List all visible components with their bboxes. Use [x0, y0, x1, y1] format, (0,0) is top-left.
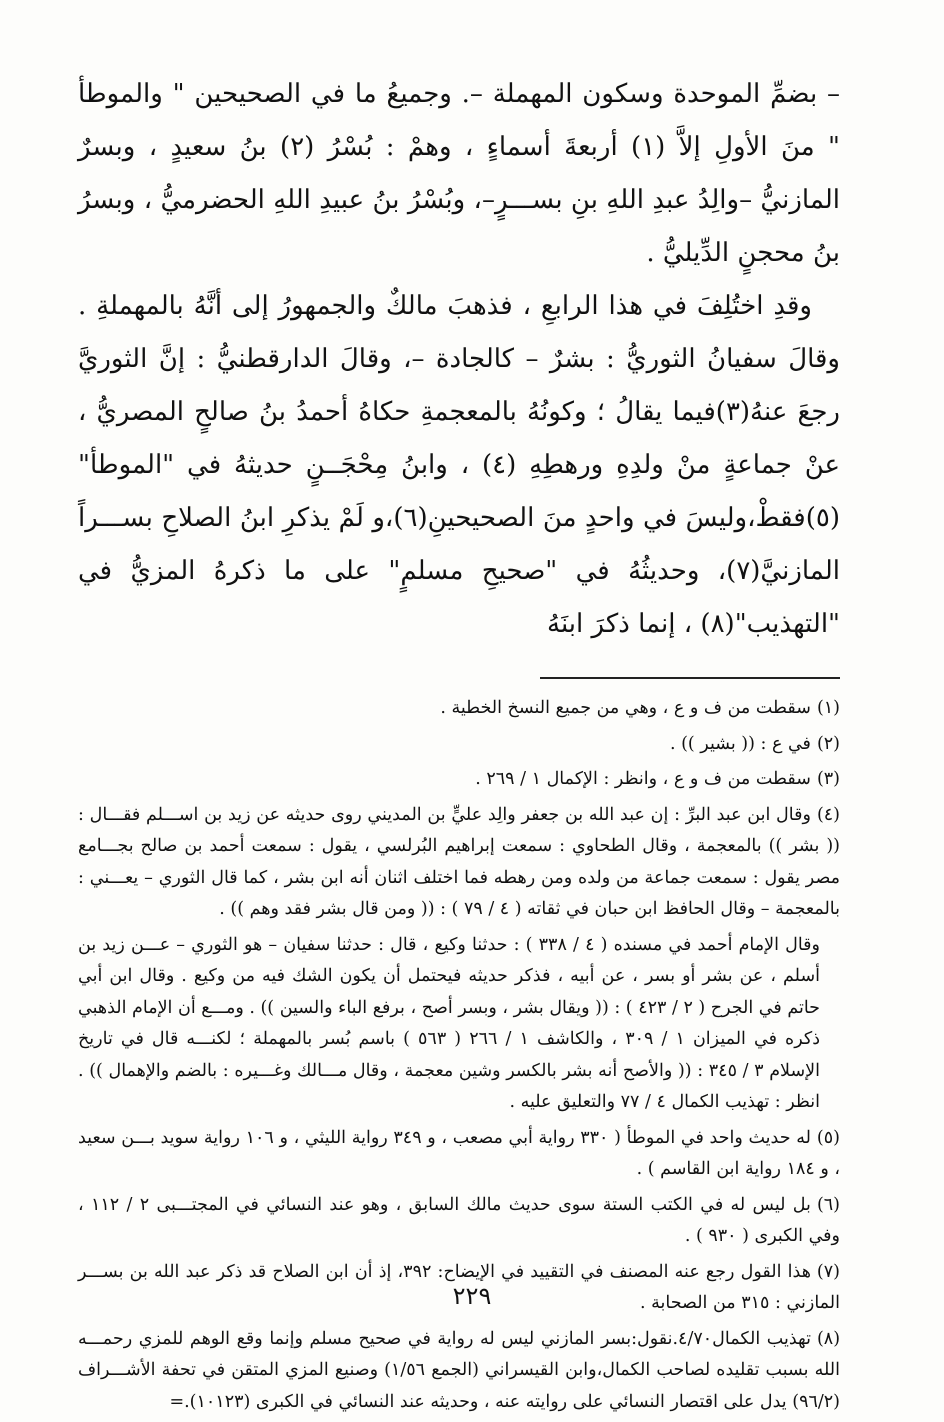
footnote-continuation	[78, 930, 840, 1119]
footnote-number: (٧)	[816, 1261, 840, 1282]
footnote-text: هذا القول رجع عنه المصنف في التقييد في الإيضاح: ٣٩٢، إذ أن ابن الصلاح قد ذكر عبد الله بن بســـر المازني : ٣١٥ من الصحابة .	[78, 1261, 840, 1313]
footnote-text: بل ليس له في الكتب الستة سوى حديث مالك السابق ، وهو عند النسائي في المجتـــبى ٢ / ١١٢ ، وفي الكبرى ( ٩٣٠ ) .	[78, 1194, 840, 1246]
main-paragraph: وقدِ اختُلِفَ في هذا الرابعِ ، فذهبَ مالكٌ والجمهورُ إلى أنَّهُ بالمهملةِ . وقالَ سفيانُ الثوريُّ : بشرٌ – كالجادة –، وقالَ الدارقطنيُّ : إنَّ الثوريَّ رجعَ عنهُ(٣)فيما يقالُ ؛ وكونُهُ بالمعجمةِ حكاهُ أحمدُ بنُ صالحٍ المصريُّ ، عنْ جماعةٍ منْ ولدِهِ ورهطِهِ (٤) ، وابنُ مِحْجَــنٍ حديثهُ في "الموطأ"(٥)فقطْ،وليسَ في واحدٍ منَ الصحيحينِ(٦)،و لَمْ يذكرِ ابنُ الصلاحِ بســـراً المازنيَّ(٧)، وحديثُهُ في "صحيحِ مسلمٍ" على ما ذكرهُ المزيُّ في "التهذيب"(٨) ، إنما ذكرَ ابنَهُ	[78, 291, 840, 639]
page-content	[78, 68, 840, 1422]
main-text	[78, 68, 840, 651]
footnote	[78, 764, 840, 796]
footnote-number: (٨)	[816, 1328, 841, 1349]
footnote	[78, 1324, 840, 1419]
footnote	[78, 693, 840, 725]
footnote	[78, 729, 840, 761]
footnote-number: (١)	[816, 698, 840, 718]
footnote-separator	[540, 677, 840, 679]
footnote-number: (٦)	[816, 1194, 840, 1215]
footnote-text: في ع : (( بشير )) .	[669, 733, 811, 754]
footnote-number: (٤)	[816, 804, 840, 825]
footnote-text: له حديث واحد في الموطأ ( ٣٣٠ رواية أبي مصعب ، و ٣٤٩ رواية الليثي ، و ١٠٦ رواية سويد بـــن سعيد ، و ١٨٤ رواية ابن القاسم ) .	[78, 1127, 840, 1179]
main-paragraph: – بضمِّ الموحدة وسكون المهملة –. وجميعُ ما في الصحيحين " والموطأ " منَ الأولِ إلاَّ (١) أربعةَ أسماءٍ ، وهمْ : بُسْرُ (٢) بنُ سعيدٍ ، وبسرٌ المازنيُّ –والِدُ عبدِ اللهِ بنِ بســـرٍ–، وبُسْرُ بنُ عبيدِ اللهِ الحضرميُّ ، وبسرُ بنُ محجنٍ الدِّيليُّ .	[78, 79, 840, 268]
footnote-text: سقطت من ف و ع ، وانظر : الإكمال ١ / ٢٦٩ .	[475, 769, 811, 789]
footnote	[78, 1123, 840, 1186]
footnote-number: (٣)	[816, 769, 840, 789]
footnote-text: وقال ابن عبد البرِّ : إن عبد الله بن جعفر والِد عليٍّ بن المديني روى حديثه عن زيد بن اســـلم فقـــال : (( بشر )) بالمعجمة ، وقال الطحاوي : سمعت إبراهيم البُرلسي ، يقول : سمعت أحمد بن صالح بجـــامع مصر يقول : سمعت جماعة من ولده ومن رهطه فما اختلف اثنان أنه ابن بشر ، كما قال الثوري – يعـــني : بالمعجمة – وقال الحافظ ابن حبان في ثقاته ( ٤ / ٧٩ ) : (( ومن قال بشر فقد وهم )) .	[78, 804, 840, 919]
footnote-text: سقطت من ف و ع ، وهي من جميع النسخ الخطية .	[440, 698, 811, 718]
footnote	[78, 1190, 840, 1253]
page-number: ٢٢٩	[452, 1282, 492, 1310]
footnote	[78, 800, 840, 926]
footnote-text: تهذيب الكمال٤/٧٠.نقول:بسر المازني ليس له رواية في صحيح مسلم وإنما وقع الوهم للمزي رحمـــه الله بسبب تقليده لصاحب الكمال،وابن القيسراني (الجمع ١/٥٦) وصنيع المزي المتقن في تحفة الأشـــراف (٩٦/٢) يدل على اقتصار النسائي على روايته عنه ، وحديثه عند النسائي في الكبرى (١٠١٢٣).=	[78, 1328, 840, 1412]
footnote-text: وقال الإمام أحمد في مسنده ( ٤ / ٣٣٨ ) : حدثنا وكيع ، قال : حدثنا سفيان – هو الثوري – عـــن زيد بن أسلم ، عن بشر أو بسر ، عن أبيه ، فذكر حديثه فيحتمل أن يكون الشك فيه من وكيع . وقال ابن أبي حاتم في الجرح ( ٢ / ٤٢٣ ) : (( ويقال بشر ، وبسر أصح ، برفع الباء والسين )) . ومـــع أن الإمام الذهبي ذكره في الميزان ١ / ٣٠٩ ، والكاشف ١ / ٢٦٦ ( ٥٦٣ ) باسم بُسر بالمهملة ؛ لكنـــه قال في تاريخ الإسلام ٣ / ٣٤٥ : (( والأصح أنه بشر بالكسر وشين معجمة ، وقال مـــالك وغـــيره : بالضم والإهمال )) . انظر : تهذيب الكمال ٤ / ٧٧ والتعليق عليه .	[78, 934, 820, 1112]
footnote-number: (٥)	[816, 1127, 840, 1148]
footnote-number: (٢)	[816, 733, 840, 754]
